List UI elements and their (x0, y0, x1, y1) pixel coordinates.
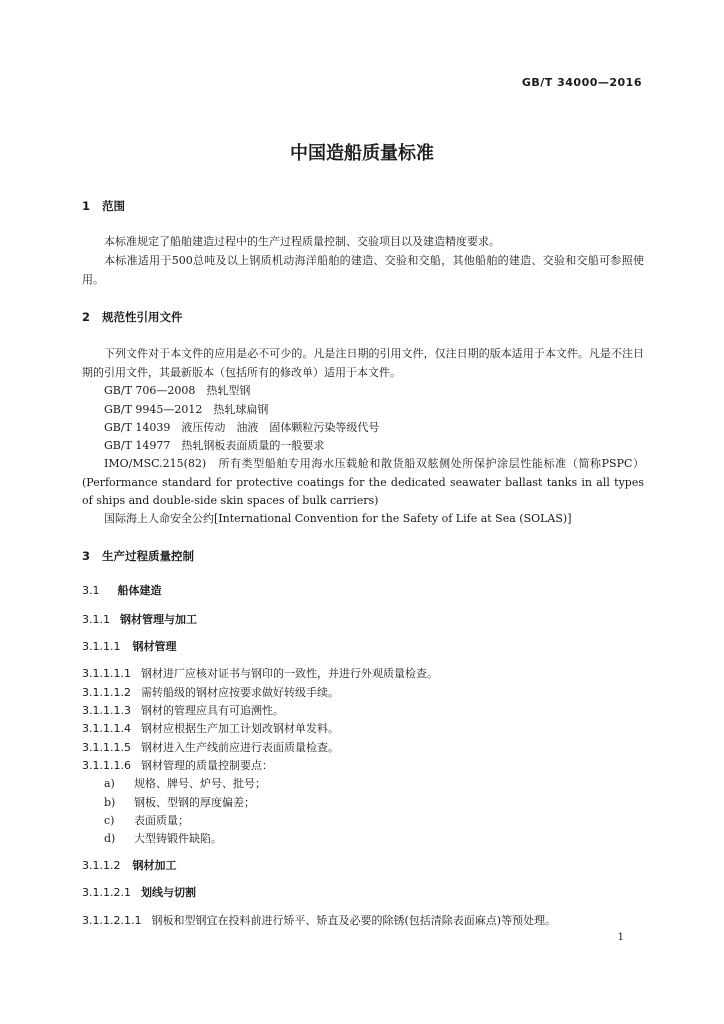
section-heading-normative-references (82, 309, 183, 325)
heading-title: 船体建造 (117, 584, 162, 597)
list-label: c) (104, 814, 115, 827)
reference-item: GB/T 9945—2012 热轧球扁钢 (104, 403, 269, 416)
list-item (104, 794, 255, 810)
heading-title: 划线与切割 (140, 886, 196, 899)
standard-number: GB/T 34000—2016 (521, 76, 642, 89)
list-label: b) (104, 796, 116, 809)
clause-number: 3.1.1.2.1.1 (82, 914, 142, 927)
page-number: 1 (617, 932, 624, 943)
list-item (104, 812, 189, 828)
section-title: 范围 (102, 199, 125, 213)
clause-number: 3.1.1.1.6 (82, 759, 131, 772)
reference-imo-pspc: IMO/MSC.215(82) 所有类型船舶专用海水压载舱和散货船双舷侧处所保护涂层性能标准（简称PSPC）(Performance standard for protective coatings for the dedicated seawater ballast tanks in all types of ships and double-side skin spaces of bulk carriers) (82, 457, 644, 507)
heading-number: 3.1.1 (82, 613, 110, 626)
section-number: 3 (82, 549, 91, 563)
heading-number: 3.1.1.2 (82, 859, 121, 872)
clause-text: 钢板和型钢宜在投料前进行矫平、矫直及必要的除锈(包括清除表面麻点)等预处理。 (151, 914, 557, 927)
clause-text: 钢材的管理应具有可追溯性。 (140, 704, 284, 717)
clause-number: 3.1.1.1.2 (82, 686, 131, 699)
clause-number: 3.1.1.1.5 (82, 741, 131, 754)
reference-item: GB/T 706—2008 热轧型钢 (104, 384, 251, 397)
list-item (104, 775, 266, 791)
clause-item (82, 702, 284, 718)
list-label: a) (104, 777, 115, 790)
clause-item (82, 720, 339, 736)
document-title: 中国造船质量标准 (290, 143, 434, 164)
scope-paragraph: 本标准规定了船舶建造过程中的生产过程质量控制、交验项目以及建造精度要求。 (104, 235, 500, 248)
section-heading-scope (82, 198, 125, 214)
clause-number: 3.1.1.1.1 (82, 667, 131, 680)
section-title: 生产过程质量控制 (102, 549, 194, 563)
section-number: 2 (82, 310, 91, 324)
subsection-heading (82, 582, 162, 598)
list-text: 钢板、型钢的厚度偏差； (134, 796, 255, 809)
clause-item (82, 665, 438, 681)
clause-number: 3.1.1.1.3 (82, 704, 131, 717)
clause-text: 钢材进厂应核对证书与钢印的一致性，并进行外观质量检查。 (140, 667, 438, 680)
heading-title: 钢材管理与加工 (120, 613, 197, 626)
reference-item: GB/T 14977 热轧钢板表面质量的一般要求 (104, 439, 325, 452)
list-text: 规格、牌号、炉号、批号； (134, 777, 266, 790)
clause-number: 3.1.1.1.4 (82, 722, 131, 735)
clause-item (82, 739, 339, 755)
list-text: 大型铸锻件缺陷。 (134, 832, 222, 845)
list-item (104, 830, 222, 846)
heading-title: 钢材加工 (132, 859, 177, 872)
clause-item (82, 912, 556, 928)
scope-paragraph: 本标准适用于500总吨及以上钢质机动海洋船舶的建造、交验和交船，其他船舶的建造、交验和交船可参照使用。 (82, 254, 644, 286)
clause-item (82, 757, 273, 773)
reference-solas: 国际海上人命安全公约[International Convention for the Safety of Life at Sea (SOLAS)] (104, 512, 572, 525)
reference-item: GB/T 14039 液压传动 油液 固体颗粒污染等级代号 (104, 421, 380, 434)
heading-number: 3.1.1.2.1 (82, 886, 131, 899)
clause-text: 需转船级的钢材应按要求做好转级手续。 (140, 686, 339, 699)
subsection-heading (82, 857, 176, 873)
heading-title: 钢材管理 (132, 640, 177, 653)
section-heading-production-control (82, 548, 194, 564)
subsection-heading (82, 611, 197, 627)
section-title: 规范性引用文件 (102, 310, 183, 324)
list-text: 表面质量； (134, 814, 189, 827)
normative-intro-paragraph: 下列文件对于本文件的应用是必不可少的。凡是注日期的引用文件，仅注日期的版本适用于本文件。凡是不注日期的引用文件，其最新版本（包括所有的修改单）适用于本文件。 (82, 347, 644, 379)
clause-item (82, 684, 339, 700)
subsection-heading (82, 638, 176, 654)
subsection-heading (82, 884, 196, 900)
clause-text: 钢材进入生产线前应进行表面质量检查。 (140, 741, 339, 754)
heading-number: 3.1.1.1 (82, 640, 121, 653)
heading-number: 3.1 (82, 584, 100, 597)
clause-text: 钢材管理的质量控制要点： (140, 759, 273, 772)
clause-text: 钢材应根据生产加工计划改钢材单发料。 (140, 722, 339, 735)
list-label: d) (104, 832, 116, 845)
section-number: 1 (82, 199, 91, 213)
